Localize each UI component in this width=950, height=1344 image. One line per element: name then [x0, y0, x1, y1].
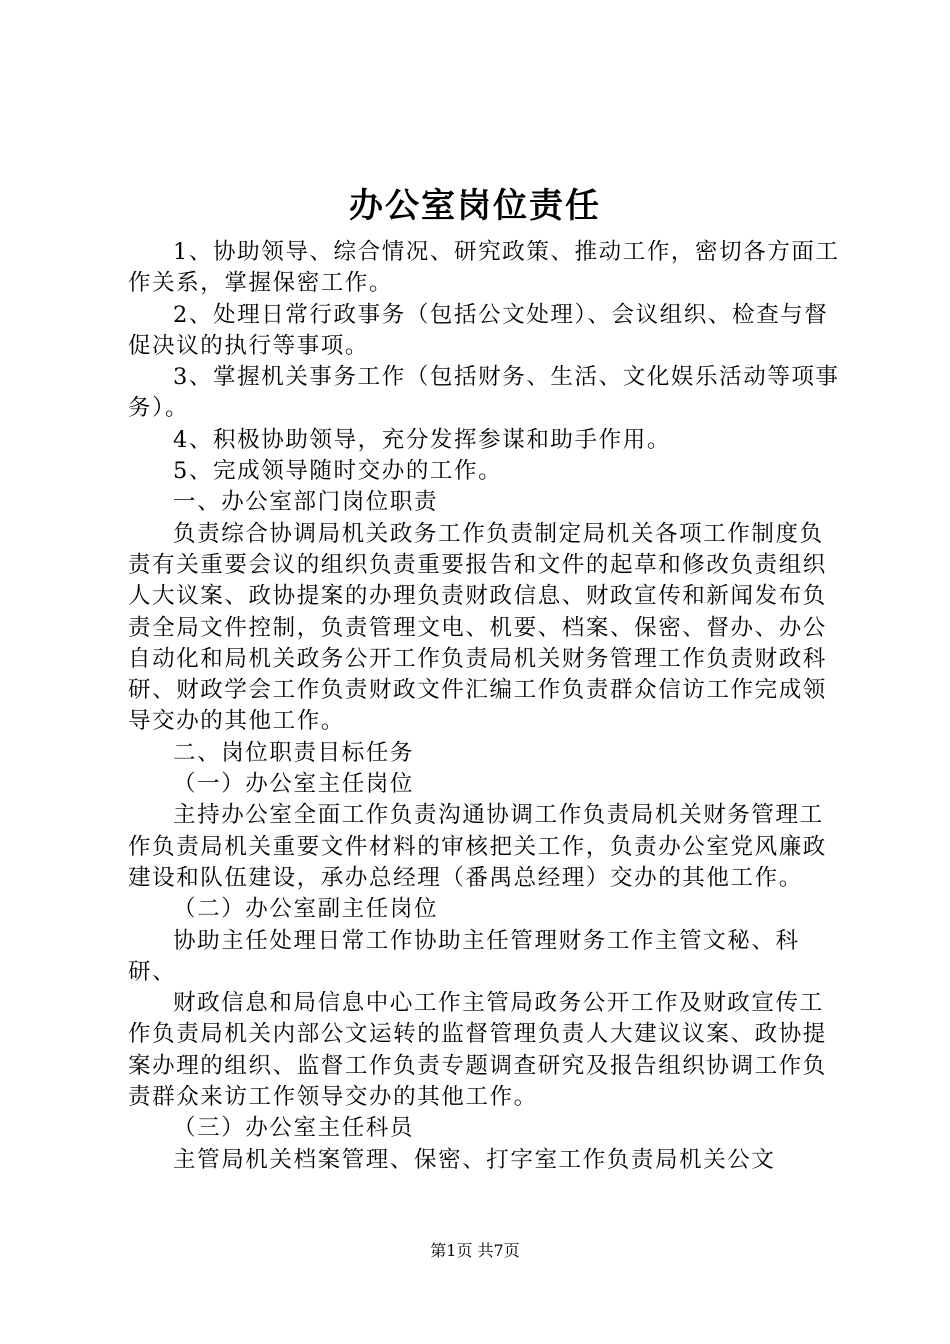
paragraph: 3、掌握机关事务工作（包括财务、生活、文化娱乐活动等项事务）。 [128, 364, 840, 422]
subsection-heading: （一）办公室主任岗位 [173, 771, 415, 798]
subsection-heading: （三）办公室主任科员 [173, 1115, 415, 1142]
paragraph: 5、完成领导随时交办的工作。 [173, 458, 503, 485]
document-body [128, 237, 840, 1176]
paragraph: 负责综合协调局机关政务工作负责制定局机关各项工作制度负责有关重要会议的组织负责重要报告和文件的起草和修改负责组织人大议案、政协提案的办理负责财政信息、财政宣传和新闻发布负责全局文件控制，负责管理文电、机要、档案、保密、督办、办公自动化和局机关政务公开工作负责局机关财务管理工作负责财政科研、财政学会工作负责财政文件汇编工作负责群众信访工作完成领导交办的其他工作。 [128, 520, 827, 735]
section-heading: 一、办公室部门岗位职责 [173, 489, 439, 516]
page-number-footer: 第1页 共7页 [430, 1241, 520, 1260]
paragraph: 主管局机关档案管理、保密、打字室工作负责局机关公文 [173, 1146, 776, 1173]
paragraph: 财政信息和局信息中心工作主管局政务公开工作及财政宣传工作负责局机关内部公文运转的监督管理负责人大建议议案、政协提案办理的组织、监督工作负责专题调查研究及报告组织协调工作负责群众来访工作领导交办的其他工作。 [128, 990, 827, 1111]
paragraph: 主持办公室全面工作负责沟通协调工作负责局机关财务管理工作负责局机关重要文件材料的审核把关工作，负责办公室党风廉政建设和队伍建设，承办总经理（番禺总经理）交办的其他工作。 [128, 802, 827, 891]
paragraph: 1、协助领导、综合情况、研究政策、推动工作，密切各方面工作关系，掌握保密工作。 [128, 239, 840, 297]
subsection-heading: （二）办公室副主任岗位 [173, 896, 439, 923]
document-title: 办公室岗位责任 [349, 186, 601, 226]
paragraph: 协助主任处理日常工作协助主任管理财务工作主管文秘、科研、 [128, 927, 800, 985]
paragraph: 2、处理日常行政事务（包括公文处理）、会议组织、检查与督促决议的执行等事项。 [128, 301, 829, 359]
section-heading: 二、岗位职责目标任务 [173, 739, 415, 766]
paragraph: 4、积极协助领导，充分发挥参谋和助手作用。 [173, 426, 671, 453]
